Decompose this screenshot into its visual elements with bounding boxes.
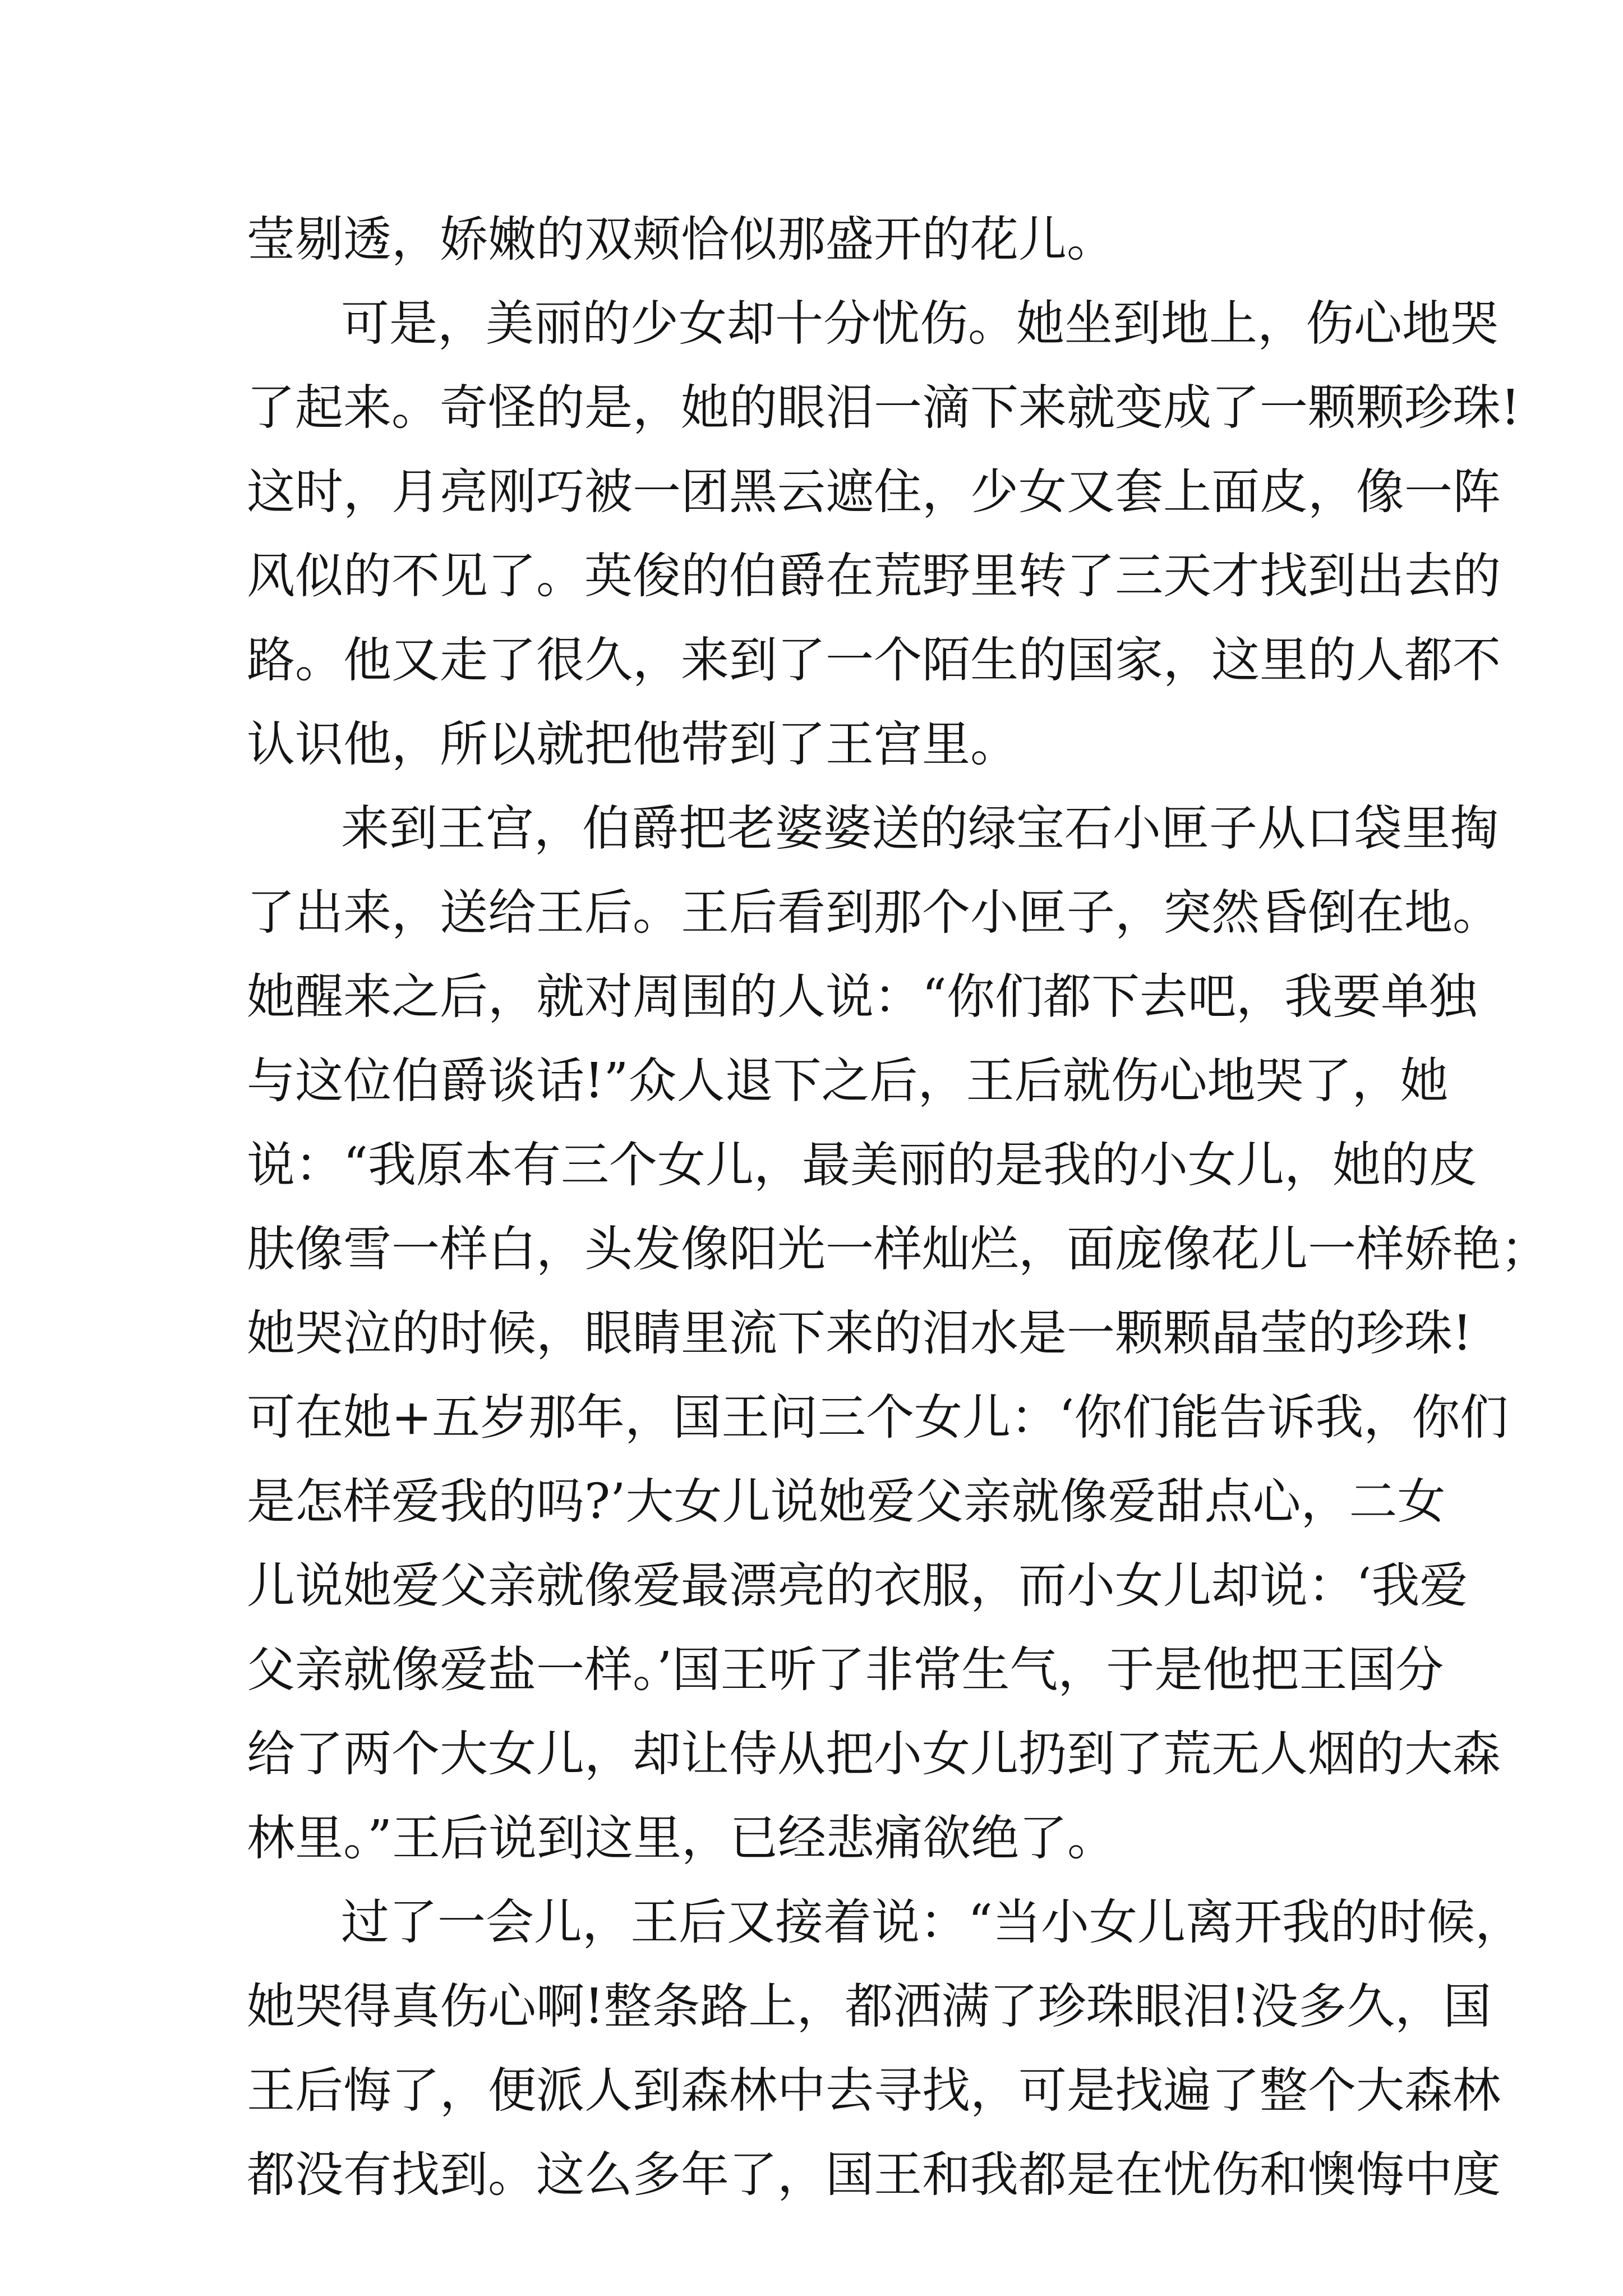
text-line: 她哭得真伤心啊!整条路上，都洒满了珍珠眼泪!没多久，国 (247, 1978, 1492, 2035)
paragraph-start-line: 来到王宫，伯爵把老婆婆送的绿宝石小匣子从口袋里掏 (341, 800, 1498, 857)
text-line: 与这位伯爵谈话!”众人退下之后，王后就伤心地哭了，她 (247, 1053, 1449, 1109)
text-line: 这时，月亮刚巧被一团黑云遮住，少女又套上面皮，像一阵 (247, 464, 1501, 520)
text-line: 儿说她爱父亲就像爱最漂亮的衣服，而小女儿却说：‘我爱 (247, 1558, 1468, 1614)
text-line: 王后悔了，便派人到森林中去寻找，可是找遍了整个大森林 (247, 2063, 1501, 2119)
text-line: 风似的不见了。英俊的伯爵在荒野里转了三天才找到出去的 (247, 548, 1501, 604)
text-line: 给了两个大女儿，却让侍从把小女儿扔到了荒无人烟的大森 (247, 1726, 1501, 1782)
text-line: 是怎样爱我的吗?’大女儿说她爱父亲就像爱甜点心，二女 (247, 1474, 1446, 1530)
text-line: 说：“我原本有三个女儿，最美丽的是我的小女儿，她的皮 (247, 1137, 1477, 1193)
text-line: 都没有找到。这么多年了，国王和我都是在忧伤和懊悔中度 (247, 2147, 1501, 2203)
text-line: 肤像雪一样白，头发像阳光一样灿烂，面庞像花儿一样娇艳； (247, 1221, 1549, 1277)
paragraph-start-line: 过了一会儿，王后又接着说：“当小女儿离开我的时候， (341, 1894, 1523, 1950)
text-line: 了出来，送给王后。王后看到那个小匣子，突然昏倒在地。 (247, 885, 1501, 941)
text-line: 可在她+五岁那年，国王问三个女儿：‘你们能告诉我，你们 (247, 1389, 1509, 1446)
text-line: 林里。”王后说到这里，已经悲痛欲绝了。 (247, 1810, 1115, 1866)
text-line: 了起来。奇怪的是，她的眼泪一滴下来就变成了一颗颗珍珠! (247, 380, 1520, 436)
body-text (247, 197, 1549, 2217)
text-line: 路。他又走了很久，来到了一个陌生的国家，这里的人都不 (247, 632, 1501, 688)
paragraph-start-line: 可是，美丽的少女却十分忧伤。她坐到地上，伤心地哭 (341, 296, 1498, 352)
text-line: 认识他，所以就把他带到了王宫里。 (247, 716, 1018, 772)
text-line: 她哭泣的时候，眼睛里流下来的泪水是一颗颗晶莹的珍珠! (247, 1305, 1472, 1361)
text-line: 她醒来之后，就对周围的人说：“你们都下去吧，我要单独 (247, 969, 1477, 1025)
text-line: 父亲就像爱盐一样。’国王听了非常生气，于是他把王国分 (247, 1642, 1444, 1698)
text-line: 莹剔透，娇嫩的双颊恰似那盛开的花儿。 (247, 211, 1115, 268)
